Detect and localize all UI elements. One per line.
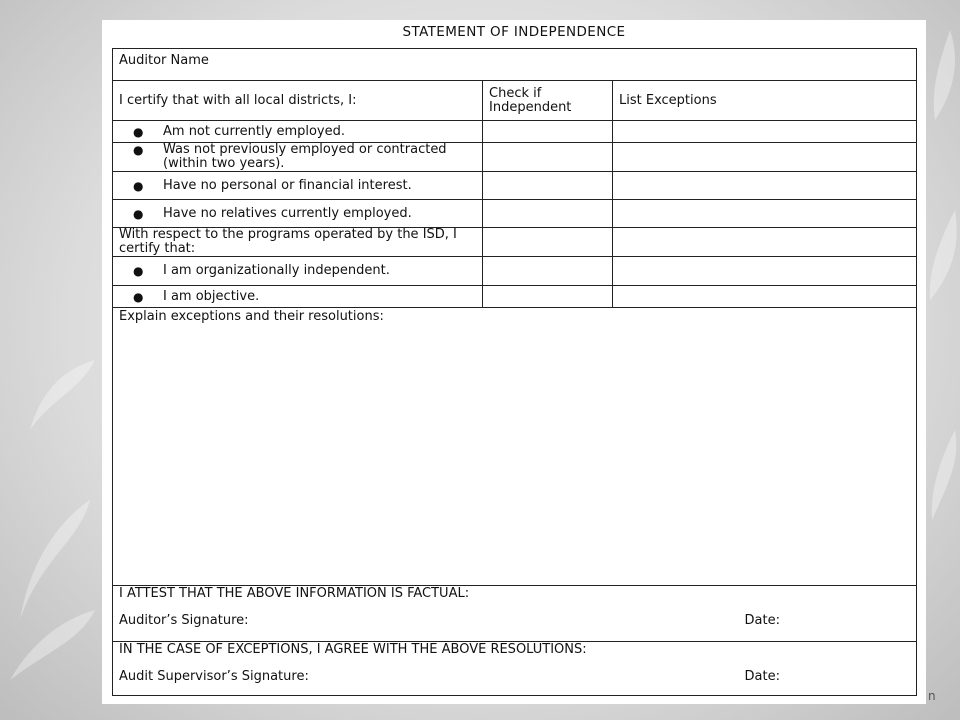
check-independent-cell[interactable]	[483, 200, 613, 228]
exceptions-cell[interactable]	[613, 257, 917, 286]
slide-corner-text: n	[928, 689, 936, 703]
check-independent-cell[interactable]	[483, 286, 613, 308]
exceptions-cell[interactable]	[613, 172, 917, 200]
auditor-signature-field[interactable]	[113, 586, 917, 642]
attest-label: I ATTEST THAT THE ABOVE INFORMATION IS FACTUAL:	[119, 586, 470, 601]
attest-row	[113, 586, 917, 642]
auditor-signature-label: Auditor’s Signature:	[119, 613, 249, 628]
exceptions-cell[interactable]	[613, 121, 917, 143]
district-item-text: Have no personal or financial interest.	[163, 177, 412, 193]
check-independent-header: Check if Independent	[483, 81, 613, 121]
district-item-row	[113, 143, 917, 172]
exceptions-agree-label: IN THE CASE OF EXCEPTIONS, I AGREE WITH THE ABOVE RESOLUTIONS:	[119, 642, 587, 657]
exceptions-cell[interactable]	[613, 200, 917, 228]
bullet-icon: ●	[133, 178, 144, 193]
bullet-icon: ●	[133, 206, 144, 221]
check-independent-cell[interactable]	[483, 121, 613, 143]
explain-exceptions-label: Explain exceptions and their resolutions:	[119, 309, 384, 324]
program-item-text: I am organizationally independent.	[163, 263, 390, 278]
exceptions-cell[interactable]	[613, 143, 917, 172]
independence-form-table	[112, 48, 917, 696]
exceptions-cell[interactable]	[613, 286, 917, 308]
supervisor-signature-field[interactable]	[113, 642, 917, 696]
bullet-icon: ●	[133, 143, 144, 157]
check-independent-cell[interactable]	[483, 172, 613, 200]
document-title: STATEMENT OF INDEPENDENCE	[402, 24, 626, 40]
district-item-row	[113, 200, 917, 228]
auditor-date-label: Date:	[744, 613, 780, 628]
explain-exceptions-field[interactable]	[113, 308, 917, 586]
supervisor-date-label: Date:	[744, 669, 780, 684]
district-item-text: Was not previously employed or contracted (within two years).	[163, 142, 447, 171]
supervisor-row	[113, 642, 917, 696]
district-item-row	[113, 172, 917, 200]
certify-header-row	[113, 81, 917, 121]
explain-exceptions-row	[113, 308, 917, 586]
check-independent-cell[interactable]	[483, 143, 613, 172]
check-independent-cell[interactable]	[483, 257, 613, 286]
auditor-name-label: Auditor Name	[119, 53, 209, 68]
district-item-row	[113, 121, 917, 143]
supervisor-signature-label: Audit Supervisor’s Signature:	[119, 669, 309, 684]
check-independent-cell[interactable]	[483, 228, 613, 257]
program-item-row	[113, 257, 917, 286]
statement-document	[102, 20, 926, 704]
programs-header-row	[113, 228, 917, 257]
bullet-icon: ●	[133, 124, 144, 139]
bullet-icon: ●	[133, 264, 144, 278]
list-exceptions-header: List Exceptions	[613, 81, 917, 121]
auditor-name-row	[113, 49, 917, 81]
certify-label: I certify that with all local districts, I:	[113, 81, 483, 121]
district-item-text: Have no relatives currently employed.	[163, 205, 412, 221]
auditor-name-field[interactable]	[113, 49, 917, 81]
program-item-text: I am objective.	[163, 288, 260, 304]
programs-label: With respect to the programs operated by the ISD, I certify that:	[113, 228, 483, 257]
program-item-row	[113, 286, 917, 308]
exceptions-cell[interactable]	[613, 228, 917, 257]
bullet-icon: ●	[133, 289, 144, 304]
district-item-text: Am not currently employed.	[163, 123, 345, 139]
